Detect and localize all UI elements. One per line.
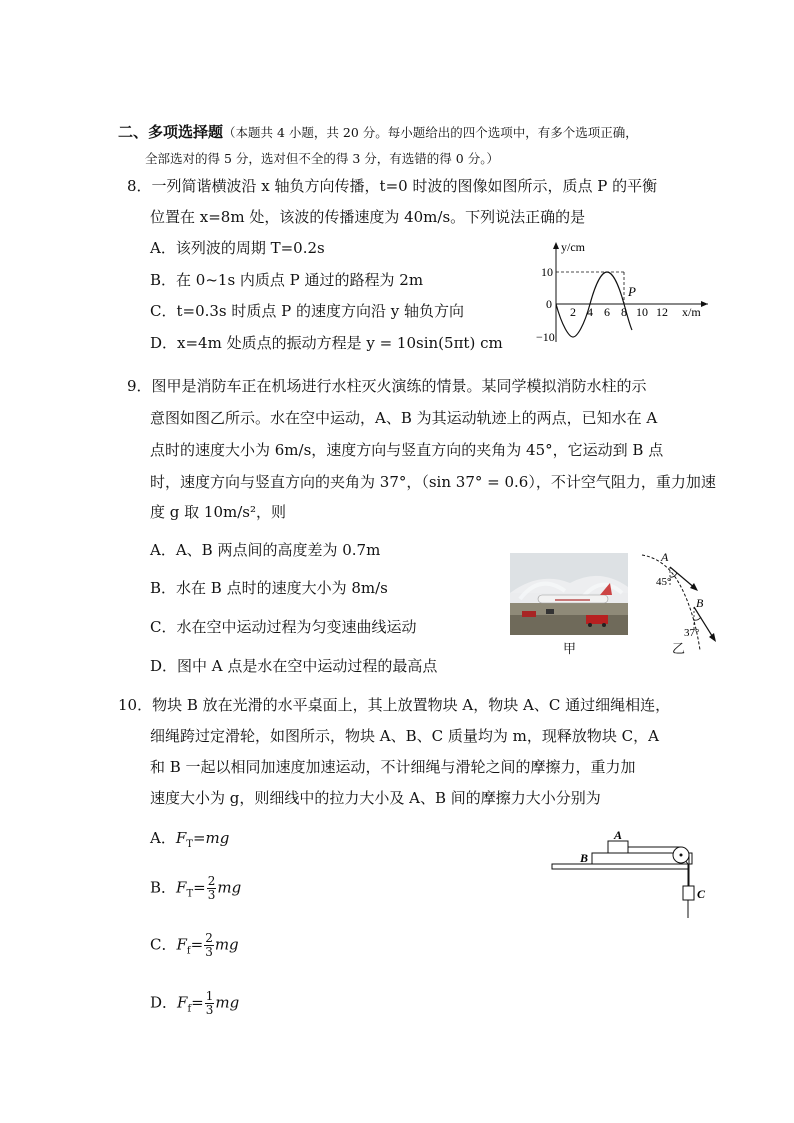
q8-ytick-neg10: −10 bbox=[536, 330, 555, 344]
q10-block-c bbox=[683, 886, 694, 900]
q8-y-axis-label: y/cm bbox=[561, 240, 585, 254]
section-note-1: （本题共 4 小题，共 20 分。每小题给出的四个选项中，有多个选项正确， bbox=[223, 125, 638, 140]
q8-option-a: A．该列波的周期 T=0.2s bbox=[150, 239, 325, 257]
q8-xtick-10: 10 bbox=[636, 305, 648, 319]
q8-option-b: B．在 0~1s 内质点 P 通过的路程为 2m bbox=[150, 271, 424, 289]
q8-ytick-10: 10 bbox=[541, 265, 553, 279]
q10-option-d-fraction: $\frac{1}{3}$ bbox=[205, 989, 214, 1017]
q10-pulley-figure bbox=[550, 826, 725, 921]
q8-xtick-6: 6 bbox=[604, 305, 610, 319]
q9-option-b: B．水在 B 点时的速度大小为 8m/s bbox=[150, 579, 388, 597]
q10-stem-line3: 和 B 一起以相同加速度加速运动，不计细绳与滑轮之间的摩擦力，重力加 bbox=[150, 758, 636, 776]
q8-x-axis-label: x/m bbox=[682, 305, 701, 319]
section-title: 二、多项选择题 bbox=[118, 123, 224, 141]
q10-stem-line4: 速度大小为 g，则细线中的拉力大小及 A、B 间的摩擦力大小分别为 bbox=[150, 789, 601, 807]
q10-table bbox=[552, 864, 688, 869]
q8-stem-line1: 8．一列简谐横波沿 x 轴负方向传播，t=0 时波的图像如图所示，质点 P 的平衡 bbox=[127, 177, 658, 195]
q10-block-a bbox=[608, 841, 628, 853]
q8-option-c: C．t=0.3s 时质点 P 的速度方向沿 y 轴负方向 bbox=[150, 302, 465, 320]
q10-option-c-fraction: $\frac{2}{3}$ bbox=[205, 931, 213, 959]
q10-option-a: A．$F_T=mg$ bbox=[150, 829, 230, 850]
q10-stem-line2: 细绳跨过定滑轮，如图所示，物块 A、B、C 质量均为 m，现释放物块 C，A bbox=[150, 727, 659, 745]
q8-xtick-8: 8 bbox=[621, 305, 627, 319]
q8-wave-figure bbox=[532, 238, 712, 348]
q9-option-a: A．A、B 两点间的高度差为 0.7m bbox=[150, 541, 381, 559]
q10-option-c: C．$F_f=$ $\frac{2}{3}$ mg bbox=[150, 931, 239, 959]
q9-point-b-label: B bbox=[696, 596, 704, 610]
q8-xtick-2: 2 bbox=[570, 305, 576, 319]
q9-angle-a-label: 45° bbox=[656, 576, 672, 588]
q8-xtick-12: 12 bbox=[656, 305, 668, 319]
q8-origin-label: 0 bbox=[546, 297, 552, 311]
q8-option-d: D．x=4m 处质点的振动方程是 y = 10sin(5πt) cm bbox=[150, 334, 503, 352]
q9-trajectory-figure bbox=[638, 545, 733, 660]
q9-option-d: D．图中 A 点是水在空中运动过程的最高点 bbox=[150, 657, 438, 675]
section-header bbox=[118, 122, 638, 143]
q10-label-a: A bbox=[614, 828, 623, 842]
q9-angle-b-label: 37° bbox=[684, 627, 700, 639]
q10-stem-line1: 10．物块 B 放在光滑的水平桌面上，其上放置物块 A，物块 A、C 通过细绳相连， bbox=[118, 696, 671, 714]
q10-label-b: B bbox=[580, 851, 589, 865]
q9-stem-line5: 度 g 取 10m/s²，则 bbox=[150, 503, 286, 521]
q9-caption-jia: 甲 bbox=[563, 642, 577, 657]
q8-point-p-label: P bbox=[628, 284, 636, 299]
q9-option-c: C．水在空中运动过程为匀变速曲线运动 bbox=[150, 618, 417, 636]
q9-stem-line1: 9．图甲是消防车正在机场进行水柱灭火演练的情景。某同学模拟消防水柱的示 bbox=[127, 377, 647, 395]
q8-stem-line2: 位置在 x=8m 处，该波的传播速度为 40m/s。下列说法正确的是 bbox=[150, 208, 586, 226]
q9-stem-line2: 意图如图乙所示。水在空中运动，A、B 为其运动轨迹上的两点，已知水在 A bbox=[150, 409, 658, 427]
section-note-2: 全部选对的得 5 分，选对但不全的得 3 分，有选错的得 0 分。） bbox=[145, 151, 499, 166]
q10-label-c: C bbox=[697, 887, 706, 901]
q9-fire-truck-photo bbox=[510, 553, 628, 635]
q8-xtick-4: 4 bbox=[587, 305, 593, 319]
q9-point-a-label: A bbox=[661, 550, 669, 564]
q10-option-b: B．$F_T=$ $\frac{2}{3}$ mg bbox=[150, 874, 242, 902]
q10-option-d: D．$F_f=$ $\frac{1}{3}$ mg bbox=[150, 989, 240, 1017]
q9-stem-line4: 时，速度方向与竖直方向的夹角为 37°，（sin 37° = 0.6），不计空气阻力，重力加速 bbox=[150, 473, 716, 491]
q9-stem-line3: 点时的速度大小为 6m/s，速度方向与竖直方向的夹角为 45°，它运动到 B 点 bbox=[150, 441, 664, 459]
q9-caption-yi: 乙 bbox=[672, 642, 686, 657]
q10-option-b-fraction: $\frac{2}{3}$ bbox=[207, 874, 216, 902]
